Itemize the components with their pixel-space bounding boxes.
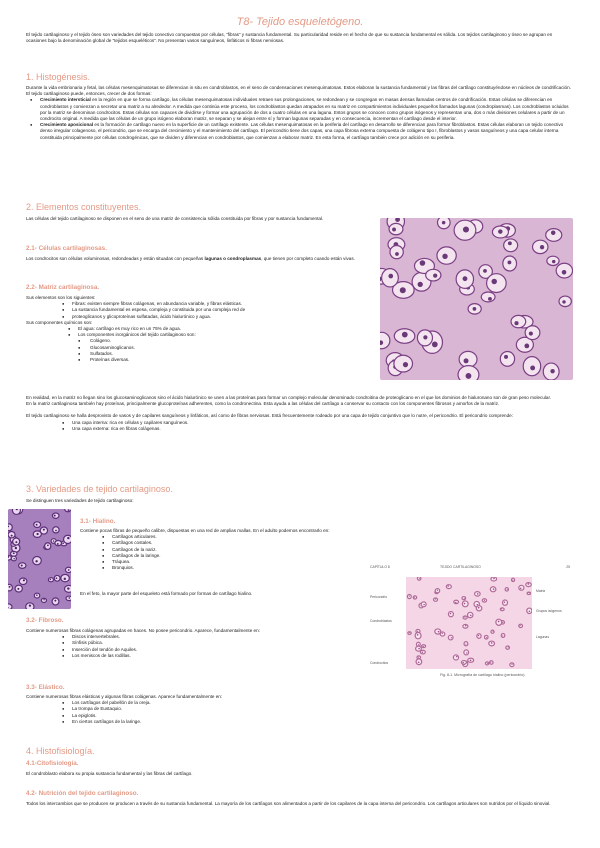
nucleus-shape — [11, 535, 13, 537]
figure-label: Condrocitos — [370, 661, 389, 665]
nucleus-shape — [470, 615, 472, 617]
citofisiologia-paragraph: El condroblasto elabora su propia sustancia fundamental y las fibras del cartílago. — [26, 771, 193, 776]
nucleus-shape — [491, 642, 493, 644]
cell-shape — [461, 661, 466, 665]
nucleus-shape — [35, 560, 37, 562]
figure-chapter: CAPÍTULO 8 — [370, 565, 390, 569]
nucleus-shape — [504, 355, 508, 359]
nucleus-shape — [402, 332, 408, 338]
cell-shape — [503, 600, 508, 605]
nucleus-shape — [464, 617, 465, 618]
nucleus-shape — [491, 279, 496, 284]
nucleus-shape — [528, 583, 530, 585]
nucleus-shape — [13, 552, 15, 554]
cell-shape — [490, 661, 494, 665]
list-item: ● Proteínas diversas. — [26, 357, 371, 363]
nucleus-shape — [438, 631, 440, 633]
cell-shape — [504, 239, 518, 252]
nucleus-shape — [465, 644, 466, 645]
section-heading-elementos: 2. Elementos constituyentes. — [26, 202, 142, 212]
cell-shape — [66, 596, 71, 601]
nucleus-shape — [423, 335, 427, 339]
nucleus-shape — [418, 282, 423, 287]
nucleus-shape — [551, 230, 555, 234]
nucleus-shape — [36, 594, 38, 596]
nucleus-shape — [507, 589, 508, 590]
list-item: ● Cartílagos de la laringe. — [66, 553, 490, 559]
cell-shape — [506, 646, 510, 649]
nucleus-shape — [67, 587, 69, 589]
nucleus-shape — [57, 543, 59, 545]
nucleus-shape — [418, 661, 420, 663]
subheading-celulas: 2.1- Células cartilaginosas. — [26, 245, 107, 252]
list-item: ● Glucosaminoglicanos. — [26, 345, 371, 351]
list-item: ● Cartílagos de la nariz. — [66, 547, 490, 553]
nucleus-shape — [423, 604, 424, 605]
nucleus-shape — [55, 530, 57, 532]
nucleus-shape — [56, 577, 58, 579]
nucleus-shape — [437, 590, 438, 591]
nucleus-shape — [43, 599, 44, 600]
nucleus-shape — [54, 600, 56, 602]
list-item: ● Los componentes inorgánicos del tejido cartilaginoso son: — [26, 332, 371, 338]
nucleus-shape — [432, 342, 438, 348]
section-heading-histofisiologia: 4. Histofisiología. — [26, 746, 95, 756]
nucleus-shape — [487, 663, 488, 664]
hialino-feto: En el feto, la mayor parte del esqueleto está formado por formas de cartílago hialino. — [80, 591, 253, 596]
section-heading-variedades: 3. Variedades de tejido cartilaginoso. — [26, 484, 173, 494]
nucleus-shape — [54, 515, 56, 517]
book-figure — [370, 565, 574, 685]
nucleus-shape — [463, 226, 469, 232]
subheading-fibroso: 3.2- Fibroso. — [26, 617, 64, 624]
nucleus-shape — [465, 625, 466, 626]
cell-shape — [464, 650, 469, 655]
elastico-block: Contiene numerosas fibras elásticas y algunas fibras colágenas. Aparece fundamentalmente en: ● Los cartílagos del pabellón de la oreja. ● La trompa de Eustaquio. ● La epiglotis. ● En ciertos cartílagos de la laringe. — [26, 694, 366, 725]
nucleus-shape — [501, 608, 502, 609]
matriz-continued: En realidad, en la matriz no llegan sino los glucosaminoglicanos sino el ácido hialurónico se unen a las proteínas para formar un complejo molecular denominado condroitina de proteoglicano en el que los dominios de hialuronano son de gran peso molecular. En la matriz cartilaginosa también hay proteínas, principalmente glucoproteínas adherentes, como la condronectina. Esta ayuda a las células del cartílago a conservar su contacto con los componentes fibrosos y amorfos de la matriz. El tejido cartilaginoso se halla desprovisto de vasos y de capilares sanguíneos y linfáticos, así como de fibras nerviosas. Está frecuentemente rodeado por una capa de tejido conjuntivo que lo nutre, el pericondrio. El pericondrio comprende: ● Una capa interna: rica en células y capilares sanguíneos. ● Una capa externa: rica en fibras colágenas. — [26, 395, 574, 432]
nucleus-shape — [435, 599, 436, 600]
micrograph-image — [380, 218, 573, 380]
nucleus-shape — [420, 260, 426, 266]
cell-shape — [413, 596, 416, 599]
nucleus-shape — [447, 585, 448, 586]
cell-shape — [501, 634, 505, 638]
nucleus-shape — [498, 229, 502, 233]
nucleus-shape — [498, 621, 500, 623]
nucleus-shape — [529, 332, 533, 336]
nucleus-shape — [530, 365, 535, 370]
figure-label: Matriz — [536, 589, 546, 593]
nucleus-shape — [451, 637, 452, 638]
nucleus-shape — [464, 603, 466, 605]
nucleus-shape — [508, 260, 512, 264]
cell-shape — [52, 513, 59, 518]
page-title: T8- Tejido esqueletógeno. — [236, 16, 364, 28]
nucleus-shape — [504, 602, 505, 603]
nucleus-shape — [418, 644, 419, 645]
figure-caption: Fig. 8-1. Micrografía de cartílago hialino (pericondrio). — [440, 673, 526, 677]
nucleus-shape — [403, 362, 408, 367]
cell-shape — [481, 292, 495, 302]
nucleus-shape — [524, 344, 529, 349]
nucleus-shape — [484, 600, 485, 601]
small-micrograph-image — [8, 509, 71, 609]
subheading-hialino: 3.1- Hialino. — [80, 518, 116, 525]
nucleus-shape — [473, 307, 477, 311]
nucleus-shape — [388, 274, 393, 279]
nucleus-shape — [21, 564, 23, 566]
nucleus-shape — [417, 634, 419, 636]
nucleus-shape — [488, 297, 492, 301]
nucleus-shape — [13, 558, 14, 559]
list-item: ● Una capa externa: rica en fibras colágenas. — [26, 426, 574, 432]
list-item: ● Colágeno. — [26, 338, 371, 344]
cell-shape — [8, 584, 12, 591]
figure-header: TEJIDO CARTILAGINOSO — [440, 565, 481, 569]
nucleus-shape — [529, 592, 530, 593]
list-item: ● En ciertos cartílagos de la laringe. — [26, 719, 366, 725]
variedades-intro: Se distinguen tres variedades de tejido cartilaginoso: — [26, 498, 134, 503]
figure-label: Pericondrio — [370, 595, 388, 599]
list-item: ● Los cartílagos del pabellón de la oreja. — [26, 700, 366, 706]
nucleus-shape — [477, 593, 479, 595]
list-item: ● Sínfisis púbica. — [26, 640, 366, 646]
nucleus-shape — [470, 659, 472, 661]
list-item: ● La sustancia fundamental es espesa, compleja y constituida por una compleja red de — [26, 307, 371, 313]
nucleus-shape — [36, 533, 38, 535]
nucleus-shape — [9, 586, 11, 588]
figure-micrograph — [406, 577, 532, 669]
list-item: ● La epiglotis. — [26, 713, 366, 719]
nucleus-shape — [423, 646, 424, 647]
nucleus-shape — [442, 254, 447, 259]
list-item: ● Discos intervertebrales. — [26, 634, 366, 640]
nucleus-shape — [490, 662, 491, 663]
section-heading-histogenesis: 1. Histogénesis. — [26, 72, 91, 82]
subheading-nutricion: 4.2- Nutrición del tejido cartilaginoso. — [26, 790, 139, 797]
nucleus-shape — [478, 607, 480, 609]
nucleus-shape — [64, 578, 66, 580]
hialino-block: Contiene pocas fibras de pequeño calibre, dispuestas en una red de amplias mallas. En el adulto podemos encontrarlo en: ● Cartílagos articulares. ● Cartílagos costales. ● Cartílagos de la nariz. ● Cartílagos de la laringe. ● Tráquea. ● Bronquios. — [80, 528, 490, 571]
nucleus-shape — [550, 369, 554, 373]
figure-label: Condroblastos — [370, 619, 392, 623]
nucleus-shape — [508, 647, 509, 648]
list-item: ● Bronquios. — [66, 565, 490, 571]
nucleus-shape — [414, 597, 415, 598]
nucleus-shape — [419, 578, 420, 579]
matriz-block: Sus elementos son los siguientes: ● Fibras: existen siempre fibras colágenas, en abundancia variable, y fibras elásticas. ● La sustancia fundamental es espesa, compleja y constituida por una compleja red de ● proteoglicanos y glicoproteínas sulfatadas, ácido hialurónico y agua. Sus componentes químicos son: ● El agua: cartílago es muy rico en un 75% de agua. ● Los componentes inorgánicos del tejido cartilaginoso son: ● Colágeno. ● Glucosaminoglicanos. ● Sulfatados. ● Proteínas diversas. — [26, 295, 371, 363]
nucleus-shape — [36, 524, 38, 526]
nucleus-shape — [493, 588, 495, 590]
nucleus-shape — [442, 633, 443, 634]
list-item: ● La trompa de Eustaquio. — [26, 706, 366, 712]
nucleus-shape — [464, 598, 465, 599]
nucleus-shape — [418, 657, 419, 658]
histogenesis-block: Durante la vida embrionaria y fetal, las células mesenquimatosas se diferencian in situ en condroblastos, en el seno de condensaciones mesenquimatosas. Estos elaboran la sustancia fundamental y las fibras del cartílago constituyéndose en núcleos de condrificación. El tejido cartilaginoso puede, entonces, crecer de dos formas: ● Crecimiento intersticial en la región en que se forma cartílago, las células mesenquimatosas individuales retraen sus prolongaciones, se redondean y se congregan en masas densas llamadas centros de condrificación. Estas células se diferencian en condroblastos y comienzan a secretar una matriz a su alrededor. A medida que continúa este proceso, los condroblastos quedan atrapados en su matriz en compartimientos individuales pequeños llamados lagunas (condroplasmas). Los condroblastos ocluidos por la matriz se denominan condrocitos. Estas células son capaces de dividirse y formar una agrupación de dos a cuatro células en una laguna. Estos grupos se conocen como grupos isógenos y representan una, dos o más divisiones celulares a partir de un condrocito original. A medida que las células de un grupo isógeno elaboran matriz, se separan y se alejan entre sí y forman lagunas separadas y en consecuencia, incrementan el cartílago desde el interior. ● Crecimiento aposicional es la formación de cartílago nuevo en la superficie de un cartílago existente. Las células mesenquimatosas en la periferia del cartílago en desarrollo se diferencian para formar fibroblastos. Estas células elaboran un tejido conectivo denso irregular colagenoso, el pericondrio, que se encarga del crecimiento y el mantenimiento del cartílago. El pericondrio tiene dos capas, una capa fibrosa externa compuesta de colágeno tipo I, fibroblastos y vasos sanguíneos y una capa celular interna constituida principalmente por células condrogénicas, que se dividen y diferencian en condroblastos, que comienzan a elaborar matriz. En esta forma, el cartílago también crece por adición en su periferia. — [26, 85, 574, 141]
nucleus-shape — [15, 541, 17, 543]
nucleus-shape — [68, 509, 70, 511]
nucleus-shape — [409, 596, 410, 597]
nucleus-shape — [23, 579, 25, 581]
list-item: ● Inserción del tendón de Aquiles. — [26, 647, 366, 653]
nucleus-shape — [529, 611, 530, 612]
nucleus-shape — [502, 622, 503, 623]
nucleus-shape — [511, 664, 512, 665]
list-item: ● Fibras: existen siempre fibras colágenas, en abundancia variable, y fibras elásticas. — [26, 301, 371, 307]
figure-page-number: 25 — [566, 565, 570, 569]
nucleus-shape — [462, 662, 463, 663]
nucleus-shape — [442, 221, 446, 225]
elementos-intro: Las células del tejido cartilaginoso se disponen en el seno de una matriz de consistencia sólida constituida por fibras y por sustancia fundamental. — [26, 216, 324, 221]
nucleus-shape — [520, 588, 521, 589]
list-item: ● Cartílagos costales. — [66, 540, 490, 546]
cell-shape — [511, 315, 526, 327]
nucleus-shape — [50, 579, 51, 580]
nucleus-shape — [17, 588, 19, 590]
cell-shape — [519, 624, 523, 627]
nucleus-shape — [392, 228, 396, 232]
list-item: ● Tráquea. — [66, 559, 490, 565]
nucleus-shape — [464, 358, 469, 363]
nucleus-shape — [512, 580, 513, 581]
nucleus-shape — [409, 632, 410, 633]
cell-shape — [500, 351, 514, 366]
nucleus-shape — [493, 631, 494, 632]
nucleus-shape — [395, 252, 399, 256]
list-item: ● Cartílagos articulares. — [66, 534, 490, 540]
nucleus-shape — [562, 270, 567, 275]
cell-shape — [453, 655, 458, 660]
figure-label: Grupos isógenos — [536, 609, 562, 613]
nutricion-paragraph: Todos los intercambios que se producen se producen a través de su sustancia fundamental. La mayoría de los cartílagos son alimentados a partir de los capilares de la capa interna del pericondrio. Los cartílagos articulares son nutridos por el líquido sinovial. — [26, 801, 551, 806]
fibroso-block: Contiene numerosas fibras colágenas agrupadas en haces. No posee pericondrio. Aparece, fundamentalmente en: ● Discos intervertebrales. ● Sínfisis púbica. ● Inserción del tendón de Aquiles. ● Los meniscos de las rodillas. — [26, 628, 366, 659]
nucleus-shape — [29, 604, 31, 606]
nucleus-shape — [477, 604, 479, 606]
celulas-paragraph: Los condrocitos son células voluminosas, redondeadas y están situadas con pequeñas lagunas o condroplasmas, que tienen por completo cuando están vivas. — [26, 256, 355, 261]
nucleus-shape — [62, 542, 64, 544]
nucleus-shape — [422, 652, 423, 653]
hyaline-cartilage-micrograph — [380, 218, 573, 380]
nucleus-shape — [540, 245, 544, 249]
nucleus-shape — [455, 602, 456, 603]
nucleus-shape — [562, 300, 565, 303]
nucleus-shape — [514, 321, 518, 325]
intro-paragraph: El tejido cartilaginoso y el tejido óseo son variedades del tejido conectivo compuestas por células, “fibras” y sustancia fundamental. Su particularidad reside en el hecho de que su sustancia fundamental es sólida. Los tejidos cartilaginoso y óseo se agrupan en ocasiones bajo la denominación global de “tejidos esqueléticos”. No presentan vasos sanguíneos, linfáticos ni fibras nerviosas. — [26, 32, 553, 44]
nucleus-shape — [502, 635, 503, 636]
cell-shape — [519, 585, 524, 590]
nucleus-shape — [466, 652, 467, 653]
nucleus-shape — [418, 648, 420, 650]
list-item: ● Crecimiento aposicional es la formación de cartílago nuevo en la superficie de un cartílago existente. Las células mesenquimatosas en la periferia del cartílago en desarrollo se diferencian para formar fibroblastos. Estas células elaboran un tejido conectivo denso irregular colagenoso, el pericondrio, que se encarga del crecimiento y el mantenimiento del cartílago. El pericondrio tiene dos capas, una capa fibrosa externa compuesta de colágeno tipo I, fibroblastos y vasos sanguíneos y una capa celular interna constituida principalmente por células condrogénicas, que se dividen y diferencian en condroblastos, que comienzan a elaborar matriz. En esta forma, el cartílago también crece por adición en su periferia. — [26, 122, 574, 141]
nucleus-shape — [486, 637, 487, 638]
figure-image — [406, 577, 532, 669]
nucleus-shape — [417, 631, 418, 632]
nucleus-shape — [478, 635, 479, 636]
cell-shape — [19, 578, 27, 584]
figure-label: Lagunas — [536, 635, 550, 639]
nucleus-shape — [483, 269, 487, 273]
nucleus-shape — [53, 540, 54, 541]
cell-shape — [464, 642, 468, 646]
cell-shape — [8, 524, 12, 531]
list-item: ● El agua: cartílago es muy rico en un 75% de agua. — [26, 326, 371, 332]
list-item: ● proteoglicanos y glicoproteínas sulfatadas, ácido hialurónico y agua. — [26, 314, 371, 320]
list-item: ● Crecimiento intersticial en la región en que se forma cartílago, las células mesenquimatosas individuales retraen sus prolongaciones, se redondean y se congregan en masas densas llamadas centros de condrificación. Estas células se diferencian en condroblastos y comienzan a secretar una matriz a su alrededor. A medida que continúa este proceso, los condroblastos quedan atrapados en su matriz en compartimientos individuales pequeños llamados lagunas (condroplasmas). Los condroblastos ocluidos por la matriz se denominan condrocitos. Estas células son capaces de dividirse y formar una agrupación de dos a cuatro células en una laguna. Estos grupos se conocen como grupos isógenos y representan una, dos o más divisiones celulares a partir de un condrocito original. A medida que las células de un grupo isógeno elaboran matriz, se separan y se alejan entre sí y forman lagunas separadas y en consecuencia, incrementan el cartílago desde el interior. — [26, 97, 574, 122]
subheading-elastico: 3.3- Elástico. — [26, 684, 65, 691]
subheading-matriz: 2.2- Matriz cartilaginosa. — [26, 284, 100, 291]
cell-shape — [389, 223, 403, 234]
cell-shape — [446, 585, 451, 589]
hyaline-stain-micrograph — [8, 509, 71, 609]
nucleus-shape — [552, 260, 555, 263]
nucleus-shape — [450, 613, 451, 614]
nucleus-shape — [43, 529, 45, 531]
subheading-citofisiologia: 4.1-Citofisiología. — [26, 760, 79, 767]
list-item: ● Una capa interna: rica en células y capilares sanguíneos. — [26, 420, 574, 426]
nucleus-shape — [456, 656, 457, 657]
cell-shape — [390, 246, 403, 259]
nucleus-shape — [466, 373, 472, 379]
list-item: ● Los meniscos de las rodillas. — [26, 653, 366, 659]
cell-shape — [500, 608, 504, 611]
nucleus-shape — [520, 625, 521, 626]
nucleus-shape — [493, 578, 495, 580]
nucleus-shape — [400, 287, 406, 293]
nucleus-shape — [463, 276, 468, 281]
nucleus-shape — [68, 597, 70, 599]
cell-shape — [491, 630, 494, 633]
cell-shape — [459, 351, 477, 367]
nucleus-shape — [508, 241, 512, 245]
nucleus-shape — [47, 545, 49, 547]
nucleus-shape — [15, 547, 17, 549]
list-item: ● Sulfatados. — [26, 351, 371, 357]
nucleus-shape — [433, 274, 437, 278]
cell-shape — [415, 632, 421, 638]
